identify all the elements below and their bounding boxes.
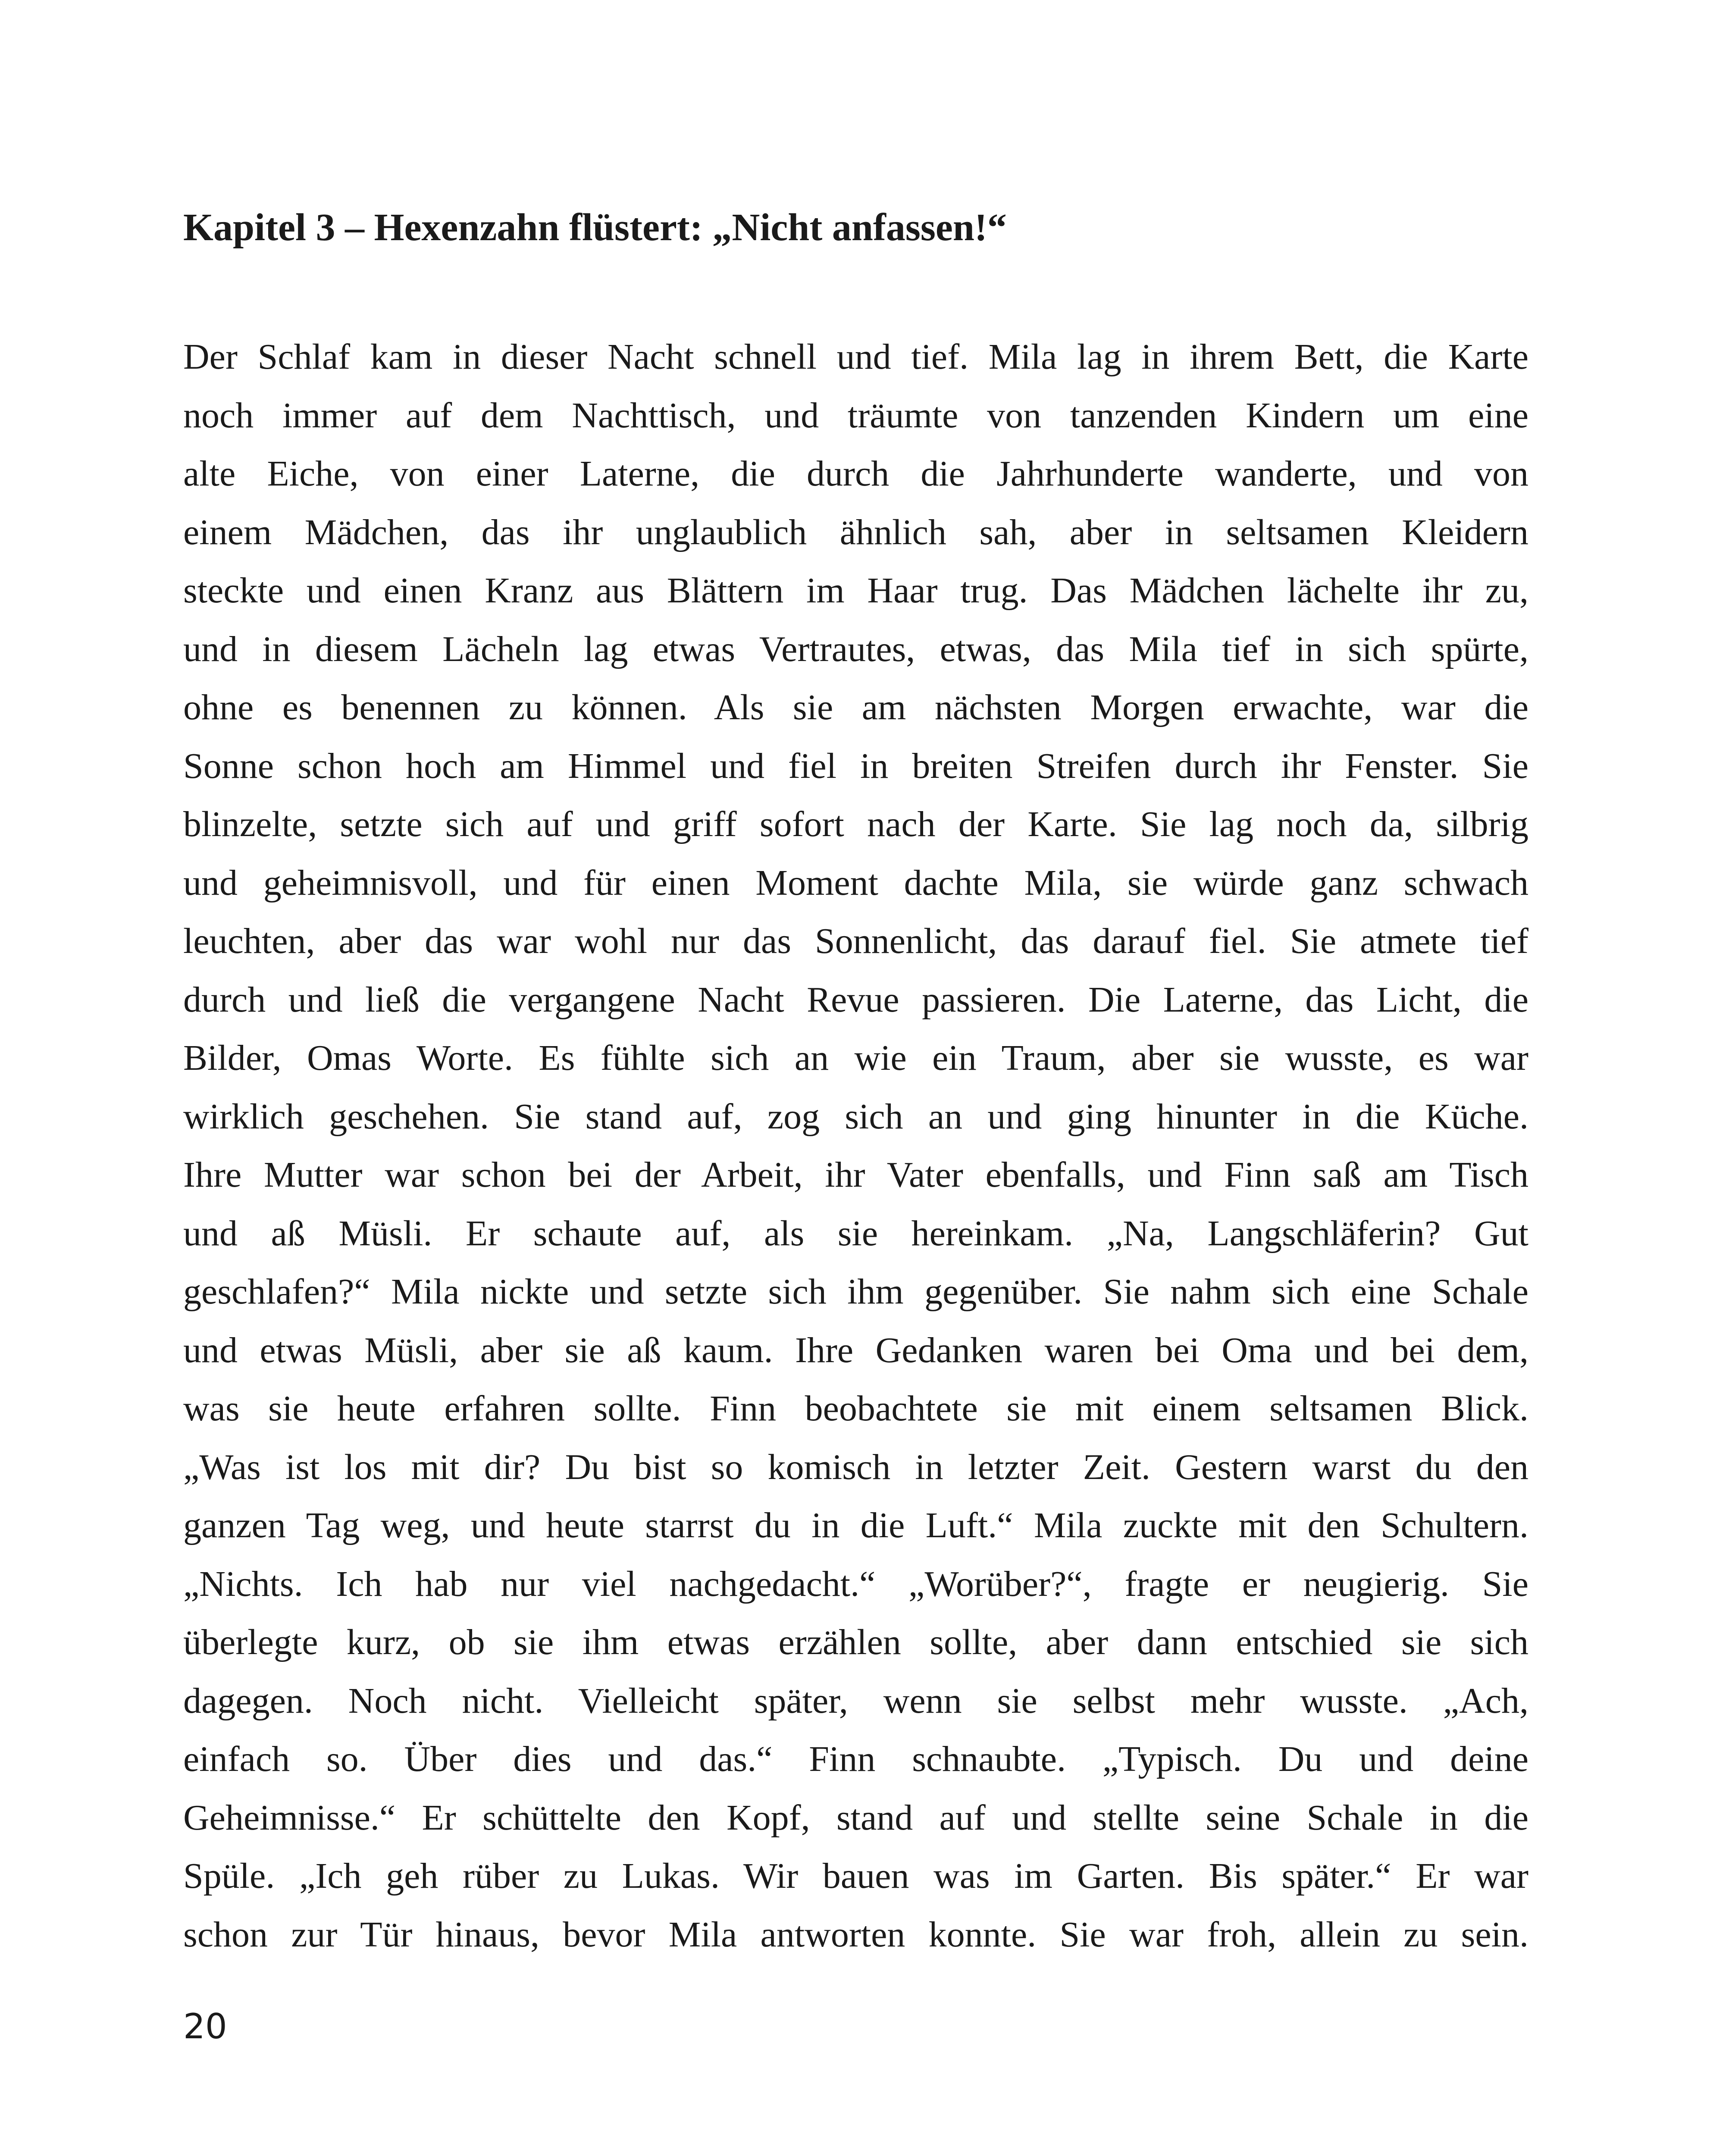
text-line: überlegte kurz, ob sie ihm etwas erzählen sollte, aber dann entschied sie sich (183, 1622, 1528, 1662)
text-line: Der Schlaf kam in dieser Nacht schnell und tief. Mila lag in ihrem Bett, die Karte (183, 337, 1528, 377)
text-line: dagegen. Noch nicht. Vielleicht später, wenn sie selbst mehr wusste. „Ach, (183, 1680, 1528, 1721)
text-line: steckte und einen Kranz aus Blättern im Haar trug. Das Mädchen lächelte ihr zu, (183, 570, 1528, 611)
text-line: und in diesem Lächeln lag etwas Vertrautes, etwas, das Mila tief in sich spürte, (183, 629, 1528, 669)
chapter-title: Kapitel 3 – Hexenzahn flüstert: „Nicht anfassen!“ (183, 206, 1007, 249)
text-line: noch immer auf dem Nachttisch, und träumte von tanzenden Kindern um eine (183, 395, 1528, 436)
text-line: blinzelte, setzte sich auf und griff sofort nach der Karte. Sie lag noch da, silbrig (183, 804, 1528, 844)
text-line: und aß Müsli. Er schaute auf, als sie hereinkam. „Na, Langschläferin? Gut (183, 1213, 1528, 1253)
text-line: was sie heute erfahren sollte. Finn beobachtete sie mit einem seltsamen Blick. (183, 1388, 1528, 1429)
text-line: Sonne schon hoch am Himmel und fiel in breiten Streifen durch ihr Fenster. Sie (183, 746, 1528, 786)
text-line: alte Eiche, von einer Laterne, die durch die Jahrhunderte wanderte, und von (183, 454, 1528, 494)
text-line: Spüle. „Ich geh rüber zu Lukas. Wir bauen was im Garten. Bis später.“ Er war (183, 1856, 1528, 1896)
text-line: Geheimnisse.“ Er schüttelte den Kopf, stand auf und stellte seine Schale in die (183, 1797, 1528, 1838)
page-number: 20 (183, 2006, 227, 2046)
text-line: und geheimnisvoll, und für einen Moment dachte Mila, sie würde ganz schwach (183, 862, 1528, 903)
text-line: ohne es benennen zu können. Als sie am nächsten Morgen erwachte, war die (183, 687, 1528, 727)
text-line: und etwas Müsli, aber sie aß kaum. Ihre Gedanken waren bei Oma und bei dem, (183, 1330, 1528, 1370)
text-line: einem Mädchen, das ihr unglaublich ähnlich sah, aber in seltsamen Kleidern (183, 512, 1528, 552)
text-line: einfach so. Über dies und das.“ Finn schnaubte. „Typisch. Du und deine (183, 1739, 1528, 1779)
text-line: wirklich geschehen. Sie stand auf, zog sich an und ging hinunter in die Küche. (183, 1096, 1528, 1137)
text-line: „Was ist los mit dir? Du bist so komisch in letzter Zeit. Gestern warst du den (183, 1447, 1528, 1487)
text-line: geschlafen?“ Mila nickte und setzte sich ihm gegenüber. Sie nahm sich eine Schale (183, 1272, 1528, 1312)
text-line: leuchten, aber das war wohl nur das Sonnenlicht, das darauf fiel. Sie atmete tief (183, 921, 1528, 961)
text-line: schon zur Tür hinaus, bevor Mila antworten konnte. Sie war froh, allein zu sein. (183, 1914, 1528, 1955)
text-line: Ihre Mutter war schon bei der Arbeit, ihr Vater ebenfalls, und Finn saß am Tisch (183, 1155, 1528, 1195)
text-line: durch und ließ die vergangene Nacht Revue passieren. Die Laterne, das Licht, die (183, 979, 1528, 1020)
text-line: „Nichts. Ich hab nur viel nachgedacht.“ „Worüber?“, fragte er neugierig. Sie (183, 1564, 1528, 1604)
text-line: Bilder, Omas Worte. Es fühlte sich an wie ein Traum, aber sie wusste, es war (183, 1038, 1528, 1078)
text-line: ganzen Tag weg, und heute starrst du in die Luft.“ Mila zuckte mit den Schultern. (183, 1505, 1528, 1545)
body-text (183, 328, 1528, 1964)
